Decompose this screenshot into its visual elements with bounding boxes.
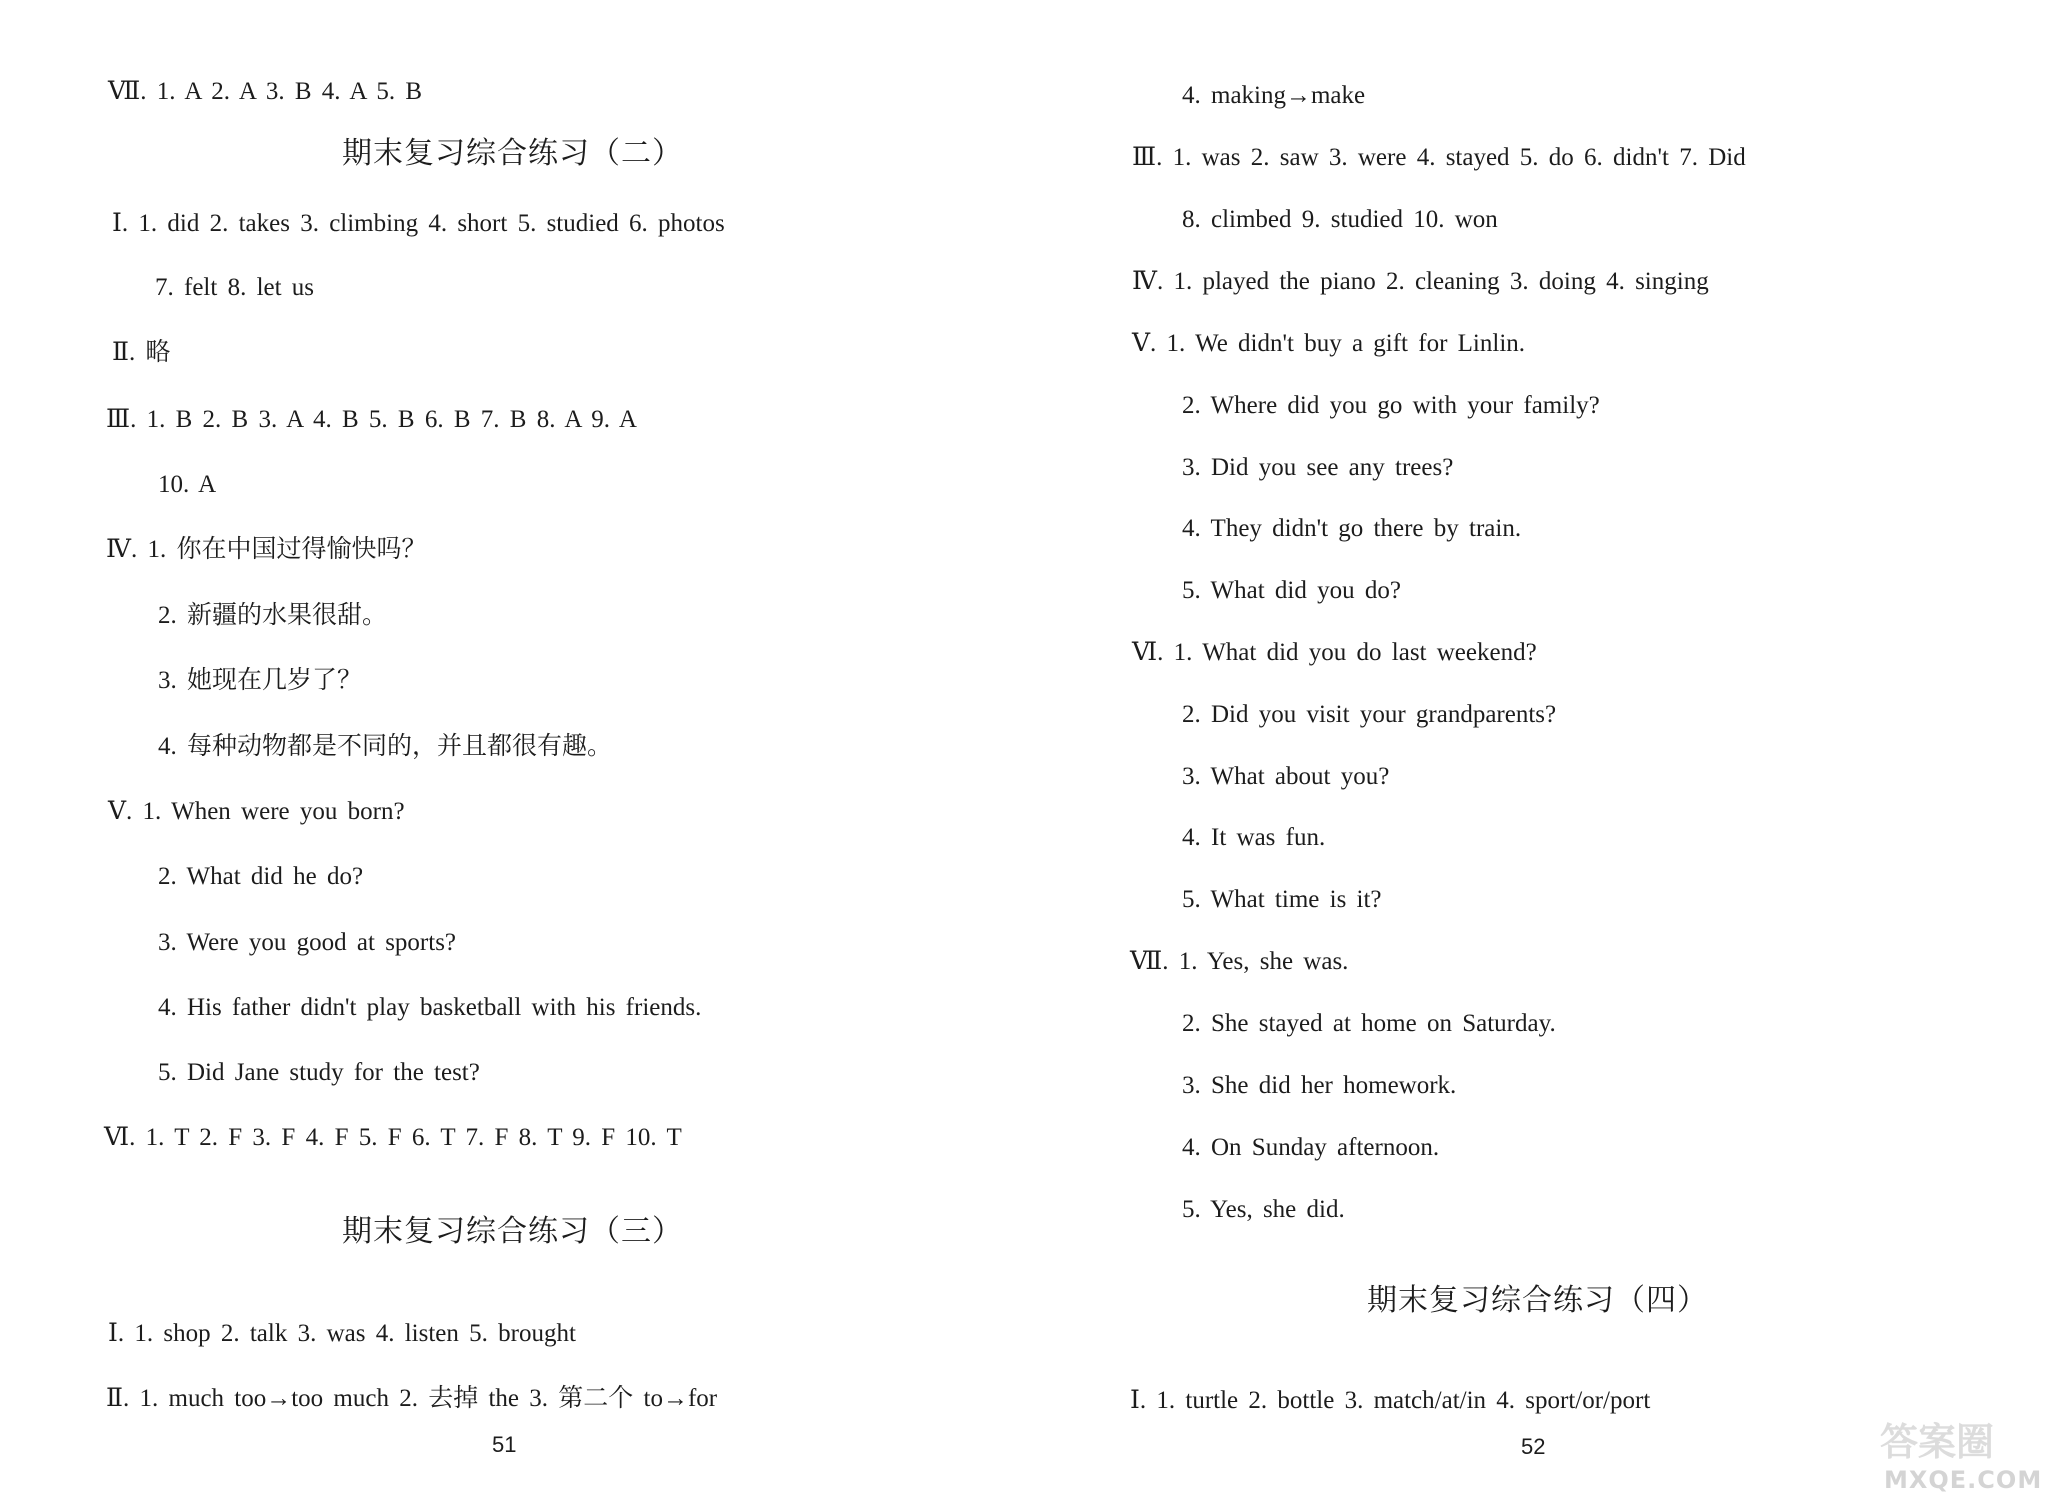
answer-line: Ⅴ. 1. When were you born? <box>108 798 405 825</box>
answer-line: 4. They didn't go there by train. <box>1182 515 1522 542</box>
answer-line: 2. She stayed at home on Saturday. <box>1182 1010 1556 1037</box>
answer-line: Ⅲ. 1. was 2. saw 3. were 4. stayed 5. do 6. didn't 7. Did <box>1132 144 1746 171</box>
answer-line: Ⅱ. 1. much too→too much 2. 去掉 the 3. 第二个 to→for <box>106 1385 718 1412</box>
left-page <box>0 0 1025 1505</box>
answer-line: 3. 她现在几岁了？ <box>158 667 363 694</box>
answer-line: 2. Where did you go with your family? <box>1182 392 1600 419</box>
answer-line: 4. It was fun. <box>1182 824 1326 851</box>
page-number: 52 <box>1521 1434 1546 1459</box>
answer-line: Ⅵ. 1. T 2. F 3. F 4. F 5. F 6. T 7. F 8. T 9. F 10. T <box>104 1124 682 1151</box>
right-page <box>1025 0 2051 1505</box>
answer-line: Ⅶ. 1. A 2. A 3. B 4. A 5. B <box>108 78 422 105</box>
answer-line: 3. Were you good at sports? <box>158 929 457 956</box>
answer-line: Ⅵ. 1. What did you do last weekend? <box>1132 639 1537 666</box>
answer-line: Ⅱ. 略 <box>112 339 171 366</box>
section-title: 期末复习综合练习（三） <box>342 1214 683 1249</box>
answer-line: 4. His father didn't play basketball with his friends. <box>158 994 702 1021</box>
page-number: 51 <box>492 1432 517 1457</box>
answer-line: Ⅰ. 1. did 2. takes 3. climbing 4. short 5. studied 6. photos <box>112 210 725 237</box>
section-title: 期末复习综合练习（四） <box>1367 1283 1708 1318</box>
answer-line: 4. making→make <box>1182 82 1366 109</box>
answer-line: 4. 每种动物都是不同的，并且都很有趣。 <box>158 733 613 760</box>
watermark-logo: 答案圈 <box>1880 1420 1995 1464</box>
answer-line: 3. Did you see any trees? <box>1182 454 1454 481</box>
answer-line: 5. What did you do? <box>1182 577 1401 604</box>
answer-line: Ⅰ. 1. shop 2. talk 3. was 4. listen 5. brought <box>108 1320 576 1347</box>
watermark-site: MXQE.COM <box>1884 1466 2043 1494</box>
answer-line: 5. Yes, she did. <box>1182 1196 1345 1223</box>
answer-line: Ⅳ. 1. 你在中国过得愉快吗？ <box>106 536 427 563</box>
section-title: 期末复习综合练习（二） <box>342 136 683 171</box>
answer-line: Ⅰ. 1. turtle 2. bottle 3. match/at/in 4. sport/or/port <box>1130 1387 1651 1414</box>
answer-line: 5. What time is it? <box>1182 886 1382 913</box>
answer-line: Ⅴ. 1. We didn't buy a gift for Linlin. <box>1132 330 1526 357</box>
answer-line: 2. Did you visit your grandparents? <box>1182 701 1557 728</box>
answer-line: 2. 新疆的水果很甜。 <box>158 602 388 629</box>
answer-line: 3. What about you? <box>1182 763 1390 790</box>
answer-line: 2. What did he do? <box>158 863 364 890</box>
answer-line: 3. She did her homework. <box>1182 1072 1457 1099</box>
watermark <box>1880 1420 2043 1500</box>
answer-line: 7. felt 8. let us <box>155 274 315 301</box>
answer-line: 4. On Sunday afternoon. <box>1182 1134 1440 1161</box>
answer-line: 10. A <box>158 471 217 498</box>
answer-line: Ⅲ. 1. B 2. B 3. A 4. B 5. B 6. B 7. B 8. A 9. A <box>106 406 637 433</box>
answer-line: Ⅳ. 1. played the piano 2. cleaning 3. doing 4. singing <box>1132 268 1709 295</box>
answer-line: Ⅶ. 1. Yes, she was. <box>1130 948 1349 975</box>
answer-line: 8. climbed 9. studied 10. won <box>1182 206 1498 233</box>
answer-line: 5. Did Jane study for the test? <box>158 1059 480 1086</box>
